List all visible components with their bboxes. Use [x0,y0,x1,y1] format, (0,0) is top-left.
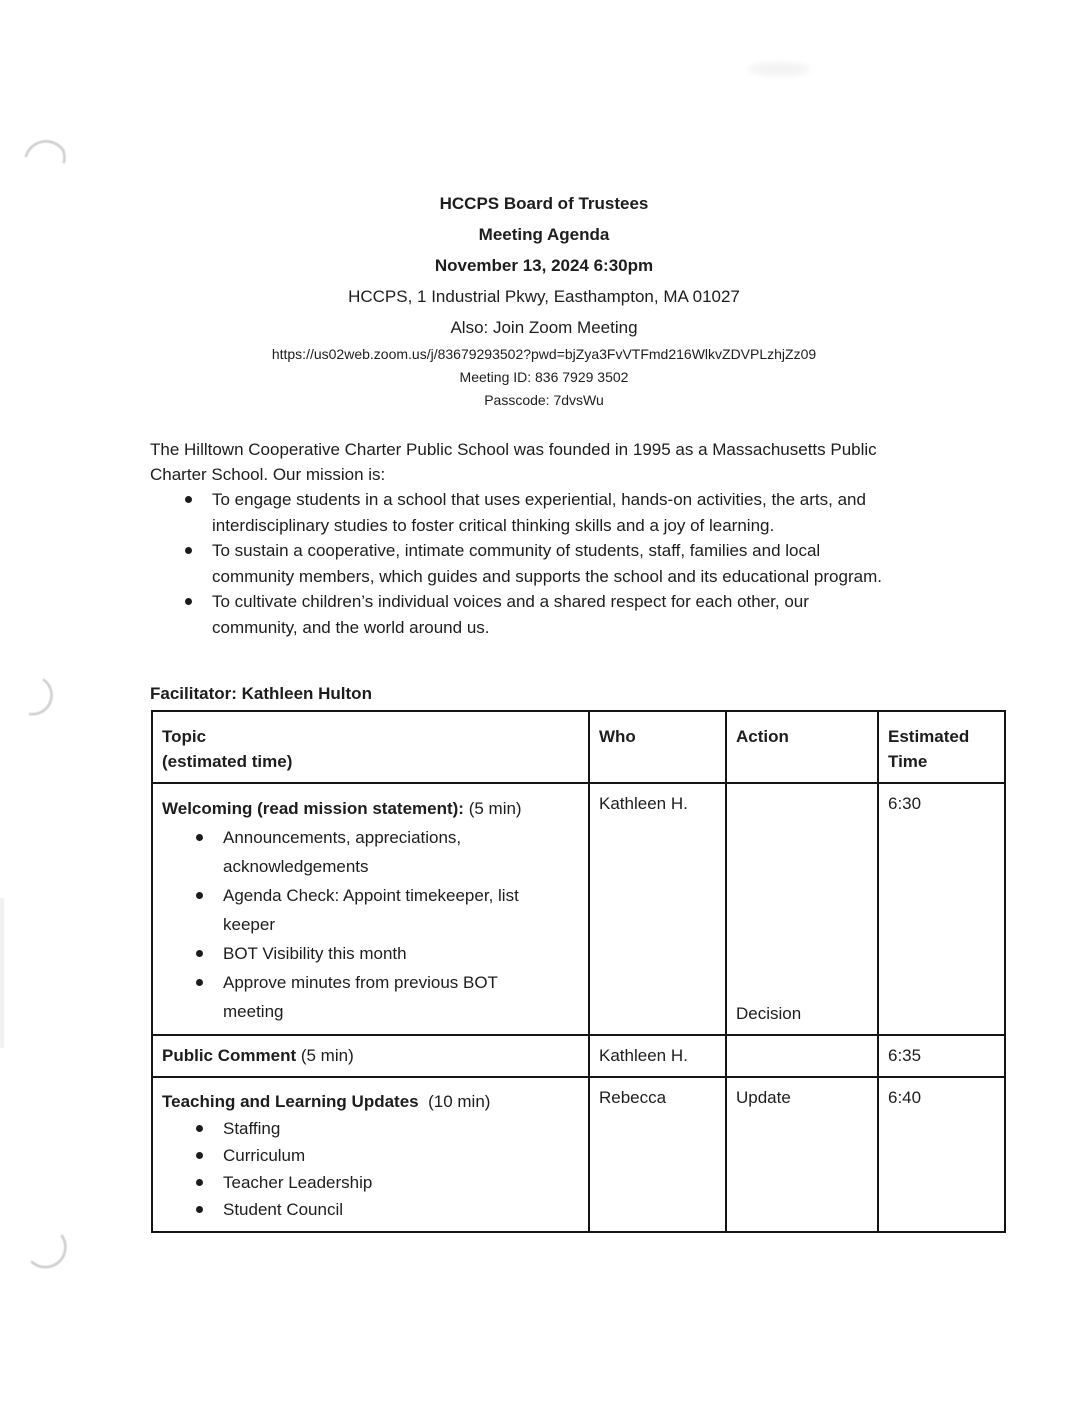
topic-title [162,794,580,823]
topic-title-duration: (10 min) [423,1092,491,1111]
who-cell: Kathleen H. [589,1035,726,1077]
topic-title [162,1088,580,1115]
facilitator-line: Facilitator: Kathleen Hulton [150,684,372,703]
table-row [152,1035,1005,1077]
topic-bullet: Teacher Leadership [196,1169,520,1196]
topic-bullet: Staffing [196,1115,520,1142]
col-header-topic-line1: Topic [162,727,207,746]
time-cell: 6:40 [878,1077,1005,1232]
mission-bullet: To sustain a cooperative, intimate community of students, staff, families and local community members, which guides and supports the school and its educational program. [185,538,892,589]
topic-bullet: Curriculum [196,1142,520,1169]
mission-bullet: To engage students in a school that uses experiential, hands-on activities, the arts, and interdisciplinary studies to foster critical thinking skills and a joy of learning. [185,487,892,538]
mission-bullet: To cultivate children’s individual voices and a shared respect for each other, our community, and the world around us. [185,589,892,640]
who-cell: Rebecca [589,1077,726,1232]
action-cell [726,1035,878,1077]
topic-bullet: Announcements, appreciations, acknowledgements [196,823,520,881]
table-row [152,783,1005,1035]
mission-bullet-list [185,487,905,640]
topic-title-bold: Welcoming (read mission statement): [162,799,464,818]
zoom-join-note: Also: Join Zoom Meeting [450,318,638,337]
meeting-datetime: November 13, 2024 6:30pm [434,256,654,275]
action-cell: Decision [726,783,878,1035]
document-header [0,188,1088,412]
col-header-who: Who [589,711,726,783]
topic-cell-teaching-learning [152,1077,589,1232]
mission-section [150,437,950,640]
topic-title-bold: Teaching and Learning Updates [162,1092,419,1111]
scan-arc-mid-left [22,676,70,724]
topic-bullet-list [196,823,520,1026]
topic-bullet: Approve minutes from previous BOT meeting [196,968,520,1026]
scan-edge-streak [0,898,4,1048]
meeting-location: HCCPS, 1 Industrial Pkwy, Easthampton, MA 01027 [348,287,740,306]
scan-smudge [748,62,810,76]
col-header-estimated-time: Estimated Time [878,711,1005,783]
action-cell: Update [726,1077,878,1232]
time-cell: 6:35 [878,1035,1005,1077]
scan-arc-bottom-left [24,1228,72,1276]
topic-bullet: Student Council [196,1196,520,1223]
col-header-topic-line2: (estimated time) [162,752,293,771]
topic-title-bold: Public Comment [162,1046,297,1065]
col-header-topic [152,711,589,783]
topic-bullet: Agenda Check: Appoint timekeeper, list keeper [196,881,520,939]
topic-bullet: BOT Visibility this month [196,939,520,968]
zoom-meeting-url: https://us02web.zoom.us/j/83679293502?pwd=bjZya3FvVTFmd216WlkvZDVPLzhjZz09 [271,346,817,362]
time-cell: 6:30 [878,783,1005,1035]
topic-bullet-list [196,1115,520,1223]
zoom-meeting-id: Meeting ID: 836 7929 3502 [459,369,629,385]
table-header-row [152,711,1005,783]
scan-arc-top-left [22,126,70,174]
topic-cell-welcoming [152,783,589,1035]
org-title: HCCPS Board of Trustees [439,194,649,213]
topic-title-duration: (5 min) [296,1046,354,1065]
topic-title-duration: (5 min) [463,799,522,818]
col-header-action: Action [726,711,878,783]
who-cell: Kathleen H. [589,783,726,1035]
agenda-table [151,710,1006,1233]
document-type: Meeting Agenda [478,225,610,244]
topic-cell-public-comment [152,1035,589,1077]
table-row [152,1077,1005,1232]
mission-paragraph: The Hilltown Cooperative Charter Public School was founded in 1995 as a Massachusetts Public Charter School. Our mission is: [150,440,877,484]
zoom-passcode: Passcode: 7dvsWu [484,392,604,408]
